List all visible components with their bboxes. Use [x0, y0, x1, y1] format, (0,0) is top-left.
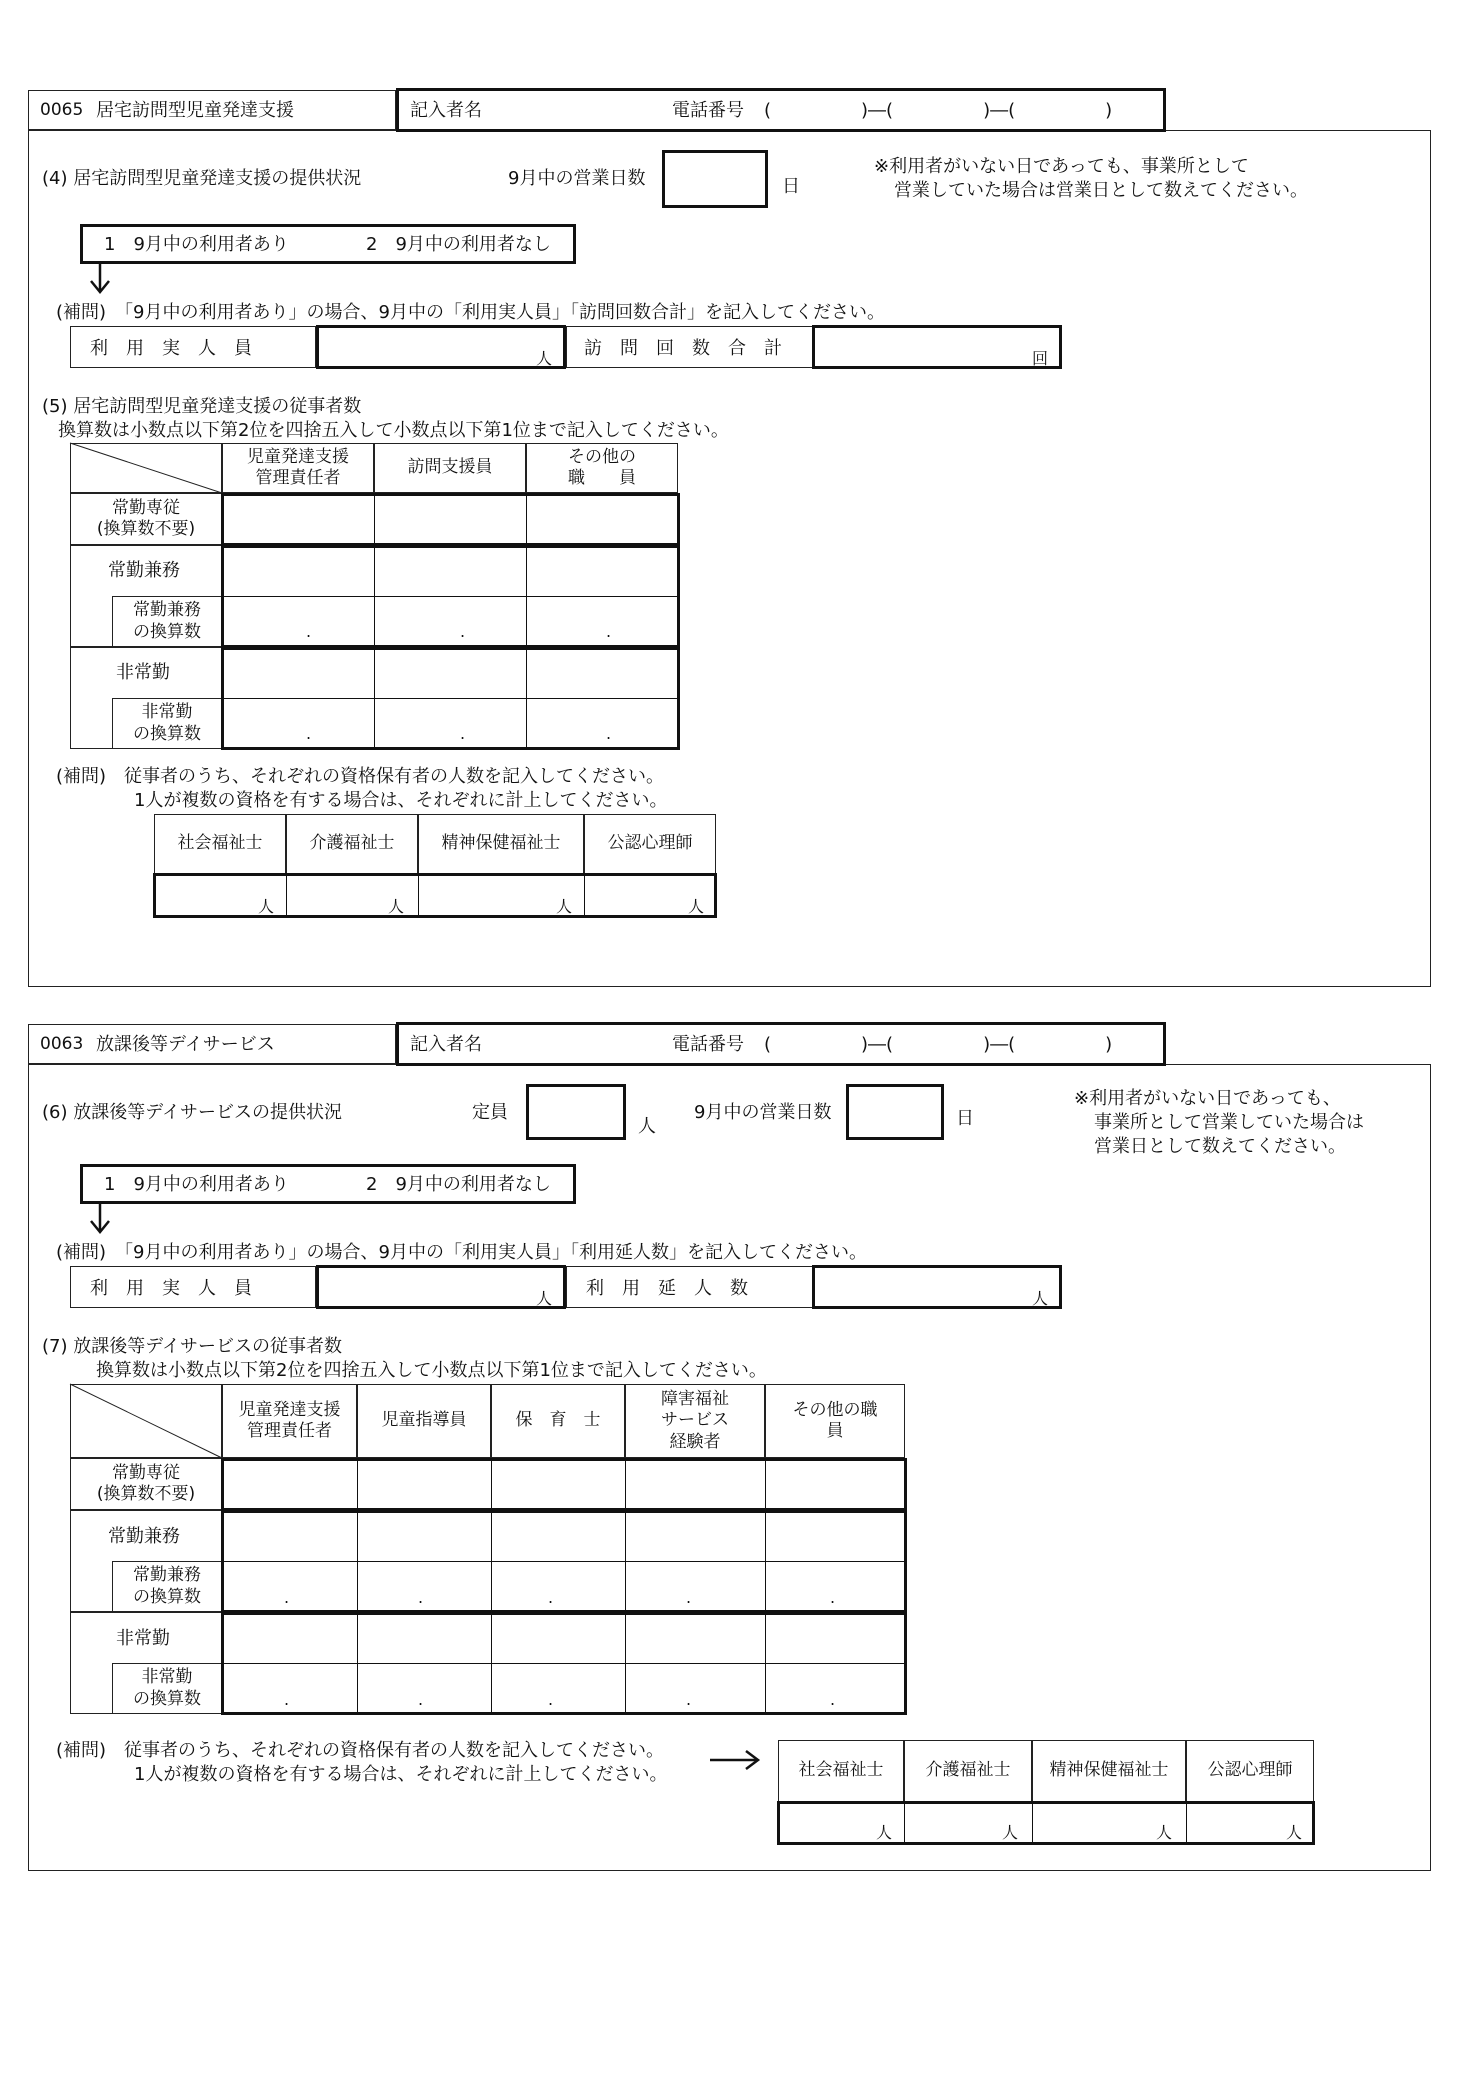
- q5-col-header-other: [526, 443, 678, 493]
- q5-decimal: .: [306, 622, 312, 641]
- q5-input-cell[interactable]: [528, 496, 676, 544]
- q7-decimal: .: [284, 1690, 290, 1709]
- q7-decimal: .: [686, 1588, 692, 1607]
- q7-qual-header-psych-text: 精神保健福祉士: [1049, 1760, 1169, 1781]
- q5-supp-line1: (補問) 従事者のうち、それぞれの資格保有者の人数を記入してください。: [56, 766, 665, 787]
- q7-col-header-experience: [625, 1384, 765, 1458]
- q4-visits-unit: 回: [1032, 349, 1049, 368]
- q6-supp-question: (補問) 「9月中の利用者あり」の場合、9月中の「利用実人員」「利用延人数」を記入してください。: [56, 1242, 867, 1263]
- q5-input-cell[interactable]: [376, 496, 524, 544]
- q7-decimal: .: [686, 1690, 692, 1709]
- q4-visits-input[interactable]: [812, 325, 1062, 369]
- q6-total-input[interactable]: [812, 1265, 1062, 1309]
- q7-col-header-other-text: その他の職 員: [792, 1399, 878, 1441]
- q7-col-header-instructor-text: 児童指導員: [381, 1410, 467, 1431]
- q4-users-input[interactable]: [316, 325, 566, 369]
- q7-grid-fulltime: [221, 1458, 907, 1511]
- q6-title: (6) 放課後等デイサービスの提供状況: [42, 1102, 342, 1123]
- q5-supp-line2: 1人が複数の資格を有する場合は、それぞれに計上してください。: [134, 790, 668, 811]
- q5-row-concurrent-conv: [112, 596, 222, 647]
- q6-users-label: 利 用 実 人 員: [90, 1278, 252, 1299]
- q7-decimal: .: [548, 1690, 554, 1709]
- q5-qual-header-psych-text: 精神保健福祉士: [441, 833, 561, 854]
- q5-qual-header-psych: [418, 814, 584, 874]
- q7-grid-vline-4: [765, 1458, 766, 1714]
- q7-supp-line1: (補問) 従事者のうち、それぞれの資格保有者の人数を記入してください。: [56, 1740, 665, 1761]
- q7-qual-header-care: [904, 1740, 1032, 1802]
- q5-grid-vline-2: [526, 493, 527, 749]
- q5-qual-header-care-text: 介護福祉士: [309, 833, 395, 854]
- q5-qual-header-social: [154, 814, 286, 874]
- q5-qual-vline: [418, 874, 419, 917]
- q5-row-fulltime: [70, 493, 222, 545]
- section1-recorder-input[interactable]: [490, 94, 660, 126]
- q6-option-2[interactable]: 2 9月中の利用者なし: [366, 1174, 551, 1195]
- section2-header-title: 放課後等デイサービス: [96, 1034, 275, 1055]
- section2-recorder-label: 記入者名: [410, 1034, 482, 1055]
- q5-decimal: .: [606, 724, 612, 743]
- q7-decimal: .: [830, 1588, 836, 1607]
- q5-row-concurrent-conv-text: 常勤兼務 の換算数: [133, 600, 201, 642]
- section2-phone-label: 電話番号: [672, 1034, 744, 1055]
- q5-title: (5) 居宅訪問型児童発達支援の従事者数: [42, 396, 362, 417]
- q7-row-fulltime-text: 常勤専従 (換算数不要): [96, 1462, 196, 1504]
- q4-business-days-label: 9月中の営業日数: [508, 168, 646, 189]
- q5-grid-line-1: [222, 596, 678, 597]
- q7-decimal: .: [418, 1588, 424, 1607]
- q5-qual-unit: 人: [388, 897, 405, 916]
- q4-business-days-input[interactable]: [662, 150, 768, 208]
- section1-phone-label: 電話番号: [672, 100, 744, 121]
- q7-corner-diagonal: [70, 1384, 222, 1458]
- q6-down-arrow-icon: [88, 1204, 112, 1236]
- q6-business-days-input[interactable]: [846, 1084, 944, 1140]
- q7-grid-vline-1: [357, 1458, 358, 1714]
- q5-decimal: .: [460, 622, 466, 641]
- q7-col-header-nursery: [491, 1384, 625, 1458]
- q5-grid-line-2: [222, 698, 678, 699]
- q6-business-days-label: 9月中の営業日数: [694, 1102, 832, 1123]
- q5-qual-header-psychologist-text: 公認心理師: [607, 833, 693, 854]
- q4-supp-question: (補問) 「9月中の利用者あり」の場合、9月中の「利用実人員」「訪問回数合計」を記入してください。: [56, 302, 885, 323]
- section1-header-title: 居宅訪問型児童発達支援: [96, 100, 294, 121]
- q7-grid-vline-2: [491, 1458, 492, 1714]
- q7-decimal: .: [548, 1588, 554, 1607]
- q7-qual-header-social: [778, 1740, 904, 1802]
- q7-supp-line2: 1人が複数の資格を有する場合は、それぞれに計上してください。: [134, 1764, 668, 1785]
- q7-decimal: .: [418, 1690, 424, 1709]
- q5-row-concurrent: 常勤兼務: [108, 560, 180, 581]
- section2-phone-input[interactable]: ( )―( )―( ): [764, 1034, 1113, 1055]
- q7-qual-unit: 人: [876, 1823, 893, 1842]
- q5-row-parttime: 非常勤: [116, 662, 170, 683]
- q6-option-1[interactable]: 1 9月中の利用者あり: [104, 1174, 289, 1195]
- q6-note-line1: ※利用者がいない日であっても、: [1074, 1088, 1341, 1109]
- q7-qual-header-social-text: 社会福祉士: [798, 1760, 884, 1781]
- q5-qual-unit: 人: [258, 897, 275, 916]
- q7-right-arrow-icon: [710, 1748, 762, 1772]
- q6-note-line3: 営業日として数えてください。: [1094, 1136, 1346, 1157]
- q5-qual-unit: 人: [556, 897, 573, 916]
- q7-row-parttime-conv-text: 非常勤 の換算数: [133, 1667, 201, 1709]
- section1-recorder-label: 記入者名: [410, 100, 482, 121]
- q7-title: (7) 放課後等デイサービスの従事者数: [42, 1336, 342, 1357]
- q5-corner-diagonal: [70, 443, 222, 493]
- q7-decimal: .: [830, 1690, 836, 1709]
- q6-capacity-input[interactable]: [526, 1084, 626, 1140]
- q5-decimal: .: [306, 724, 312, 743]
- q4-business-days-unit: 日: [782, 176, 800, 197]
- q7-col-header-manager-text: 児童発達支援 管理責任者: [238, 1399, 341, 1441]
- q5-qual-vline: [584, 874, 585, 917]
- q7-qual-vline: [1032, 1802, 1033, 1844]
- q4-users-unit: 人: [536, 349, 553, 368]
- q7-qual-header-psych: [1032, 1740, 1186, 1802]
- q5-col-header-visit-staff: [374, 443, 526, 493]
- q6-capacity-unit: 人: [638, 1116, 656, 1137]
- q4-note-line2: 営業していた場合は営業日として数えてください。: [894, 180, 1308, 201]
- q5-qual-unit: 人: [688, 897, 705, 916]
- q6-total-label: 利 用 延 人 数: [586, 1278, 748, 1299]
- q7-col-header-nursery-text: 保 育 士: [515, 1410, 601, 1431]
- q5-note: 換算数は小数点以下第2位を四捨五入して小数点以下第1位まで記入してください。: [58, 420, 729, 441]
- section1-phone-input[interactable]: ( )―( )―( ): [764, 100, 1113, 121]
- q7-row-concurrent: 常勤兼務: [108, 1526, 180, 1547]
- q7-qual-header-psychologist: [1186, 1740, 1314, 1802]
- q5-row-fulltime-text: 常勤専従 (換算数不要): [96, 497, 196, 539]
- q5-qual-vline: [286, 874, 287, 917]
- section1-header-code: 0065: [40, 100, 84, 120]
- q6-users-unit: 人: [536, 1289, 553, 1308]
- q7-col-header-manager: [222, 1384, 357, 1458]
- q4-option-2[interactable]: 2 9月中の利用者なし: [366, 234, 551, 255]
- q7-grid-line-1: [222, 1561, 905, 1562]
- q4-note-line1: ※利用者がいない日であっても、事業所として: [874, 156, 1249, 177]
- q6-business-days-unit: 日: [956, 1108, 974, 1129]
- q5-row-parttime-conv-text: 非常勤 の換算数: [133, 702, 201, 744]
- section2-header-code: 0063: [40, 1034, 84, 1054]
- q5-qual-header-psychologist: [584, 814, 716, 874]
- q7-qual-vline: [904, 1802, 905, 1844]
- q5-qual-header-social-text: 社会福祉士: [177, 833, 263, 854]
- q7-qual-input-row: [777, 1801, 1315, 1845]
- q7-qual-header-psychologist-text: 公認心理師: [1207, 1760, 1293, 1781]
- q4-title: (4) 居宅訪問型児童発達支援の提供状況: [42, 168, 362, 189]
- q7-grid-vline-3: [625, 1458, 626, 1714]
- q7-qual-unit: 人: [1156, 1823, 1173, 1842]
- section2-recorder-input[interactable]: [490, 1028, 660, 1060]
- q7-qual-header-care-text: 介護福祉士: [925, 1760, 1011, 1781]
- q5-decimal: .: [460, 724, 466, 743]
- q6-users-input[interactable]: [316, 1265, 566, 1309]
- q4-down-arrow-icon: [88, 264, 112, 296]
- q4-option-1[interactable]: 1 9月中の利用者あり: [104, 234, 289, 255]
- q6-total-unit: 人: [1032, 1289, 1049, 1308]
- q5-row-parttime-conv: [112, 698, 222, 749]
- q5-decimal: .: [606, 622, 612, 641]
- q5-grid-vline-1: [374, 493, 375, 749]
- q6-note-line2: 事業所として営業していた場合は: [1094, 1112, 1364, 1133]
- q5-qual-header-care: [286, 814, 418, 874]
- q5-input-cell[interactable]: [224, 496, 372, 544]
- q7-col-header-other: [765, 1384, 905, 1458]
- q7-qual-unit: 人: [1286, 1823, 1303, 1842]
- q5-col-header-other-text: その他の 職 員: [568, 446, 636, 488]
- q7-row-fulltime: [70, 1458, 222, 1510]
- q5-qual-input-row: [153, 873, 717, 918]
- q7-row-parttime: 非常勤: [116, 1628, 170, 1649]
- q7-qual-unit: 人: [1002, 1823, 1019, 1842]
- q5-col-header-visit-staff-text: 訪問支援員: [407, 457, 493, 478]
- q5-col-header-manager-text: 児童発達支援 管理責任者: [247, 446, 349, 488]
- q6-capacity-label: 定員: [472, 1102, 508, 1123]
- q7-row-concurrent-conv: [112, 1561, 222, 1612]
- q7-decimal: .: [284, 1588, 290, 1607]
- q7-col-header-instructor: [357, 1384, 491, 1458]
- q7-row-parttime-conv: [112, 1663, 222, 1714]
- q7-col-header-experience-text: 障害福祉 サービス 経験者: [661, 1389, 729, 1452]
- q7-row-concurrent-conv-text: 常勤兼務 の換算数: [133, 1565, 201, 1607]
- q4-visits-label: 訪 問 回 数 合 計: [584, 338, 782, 359]
- q7-note: 換算数は小数点以下第2位を四捨五入して小数点以下第1位まで記入してください。: [96, 1360, 767, 1381]
- q7-qual-vline: [1186, 1802, 1187, 1844]
- q4-users-label: 利 用 実 人 員: [90, 338, 252, 359]
- q7-grid-line-2: [222, 1663, 905, 1664]
- q5-col-header-manager: [222, 443, 374, 493]
